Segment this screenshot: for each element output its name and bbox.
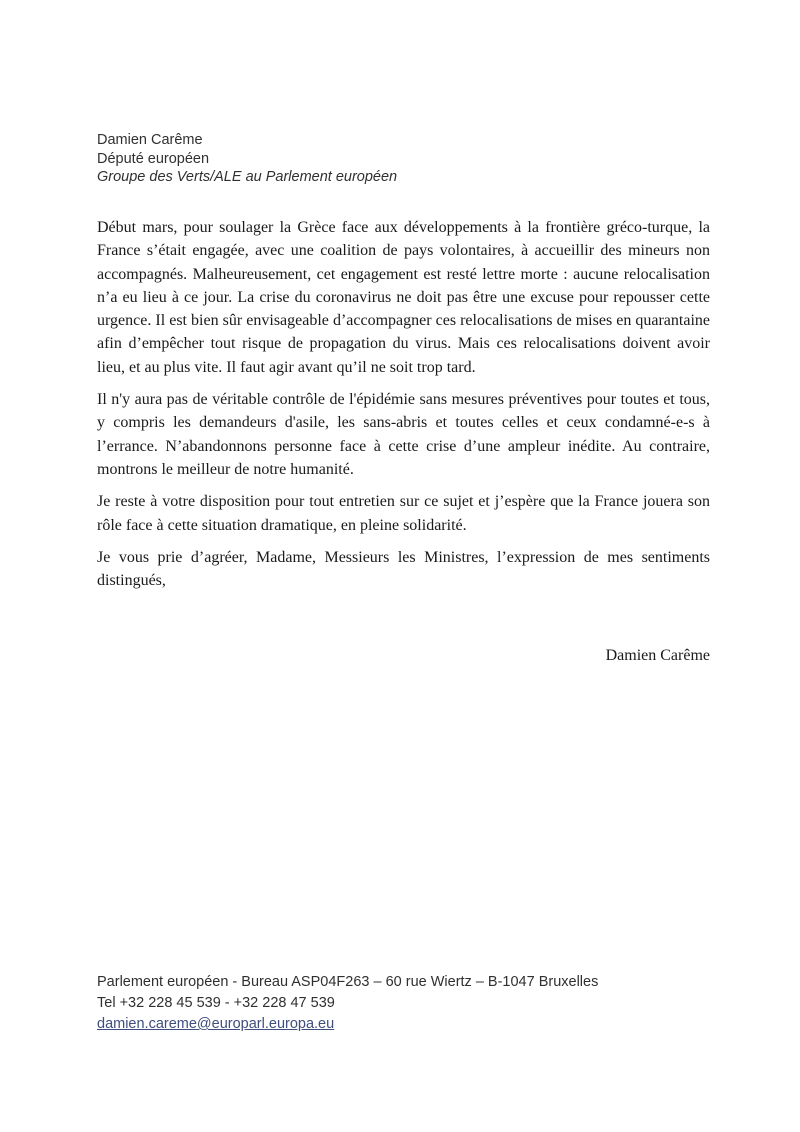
sender-group: Groupe des Verts/ALE au Parlement européen bbox=[97, 169, 398, 186]
sender-block bbox=[97, 131, 710, 187]
signature: Damien Carême bbox=[605, 647, 710, 665]
sender-role: Député européen bbox=[97, 150, 210, 167]
footer-block bbox=[97, 972, 710, 1035]
paragraph-disposition: Je reste à votre disposition pour tout entretien sur ce sujet et j’espère que la France jouera son rôle face à cette situation dramatique, en pleine solidarité. bbox=[97, 493, 710, 534]
letter-body bbox=[97, 216, 710, 668]
paragraph-epidemie: Il n'y aura pas de véritable contrôle de l'épidémie sans mesures préventives pour toutes et tous, y compris les demandeurs d'asile, les sans-abris et toutes celles et ceux condamné-e-s à l’errance. N’abandonnons personne face à cette crise d’une ampleur inédite. Au contraire, montrons le meilleur de notre humanité. bbox=[97, 391, 710, 478]
footer-phone: Tel +32 228 45 539 - +32 228 47 539 bbox=[97, 995, 335, 1011]
footer-address: Parlement européen - Bureau ASP04F263 – 60 rue Wiertz – B-1047 Bruxelles bbox=[97, 974, 599, 990]
paragraph-salutation: Je vous prie d’agréer, Madame, Messieurs les Ministres, l’expression de mes sentiments distingués, bbox=[97, 548, 710, 590]
paragraph-relocalisations: Début mars, pour soulager la Grèce face aux développements à la frontière gréco-turque, la France s’était engagée, avec une coalition de pays volontaires, à accueillir des mineurs non accompagnés. Malheureusement, cet engagement est resté lettre morte : aucune relocalisation n’a eu lieu à ce jour. La crise du coronavirus ne doit pas être une excuse pour repousser cette urgence. Il est bien sûr envisageable d’accompagner ces relocalisations de mises en quarantaine afin d’empêcher tout risque de propagation du virus. Mais ces relocalisations doivent avoir lieu, et au plus vite. Il faut agir avant qu’il ne soit trop tard. bbox=[97, 219, 710, 376]
sender-name: Damien Carême bbox=[97, 132, 203, 148]
email-link[interactable]: damien.careme@europarl.europa.eu bbox=[97, 1016, 335, 1032]
